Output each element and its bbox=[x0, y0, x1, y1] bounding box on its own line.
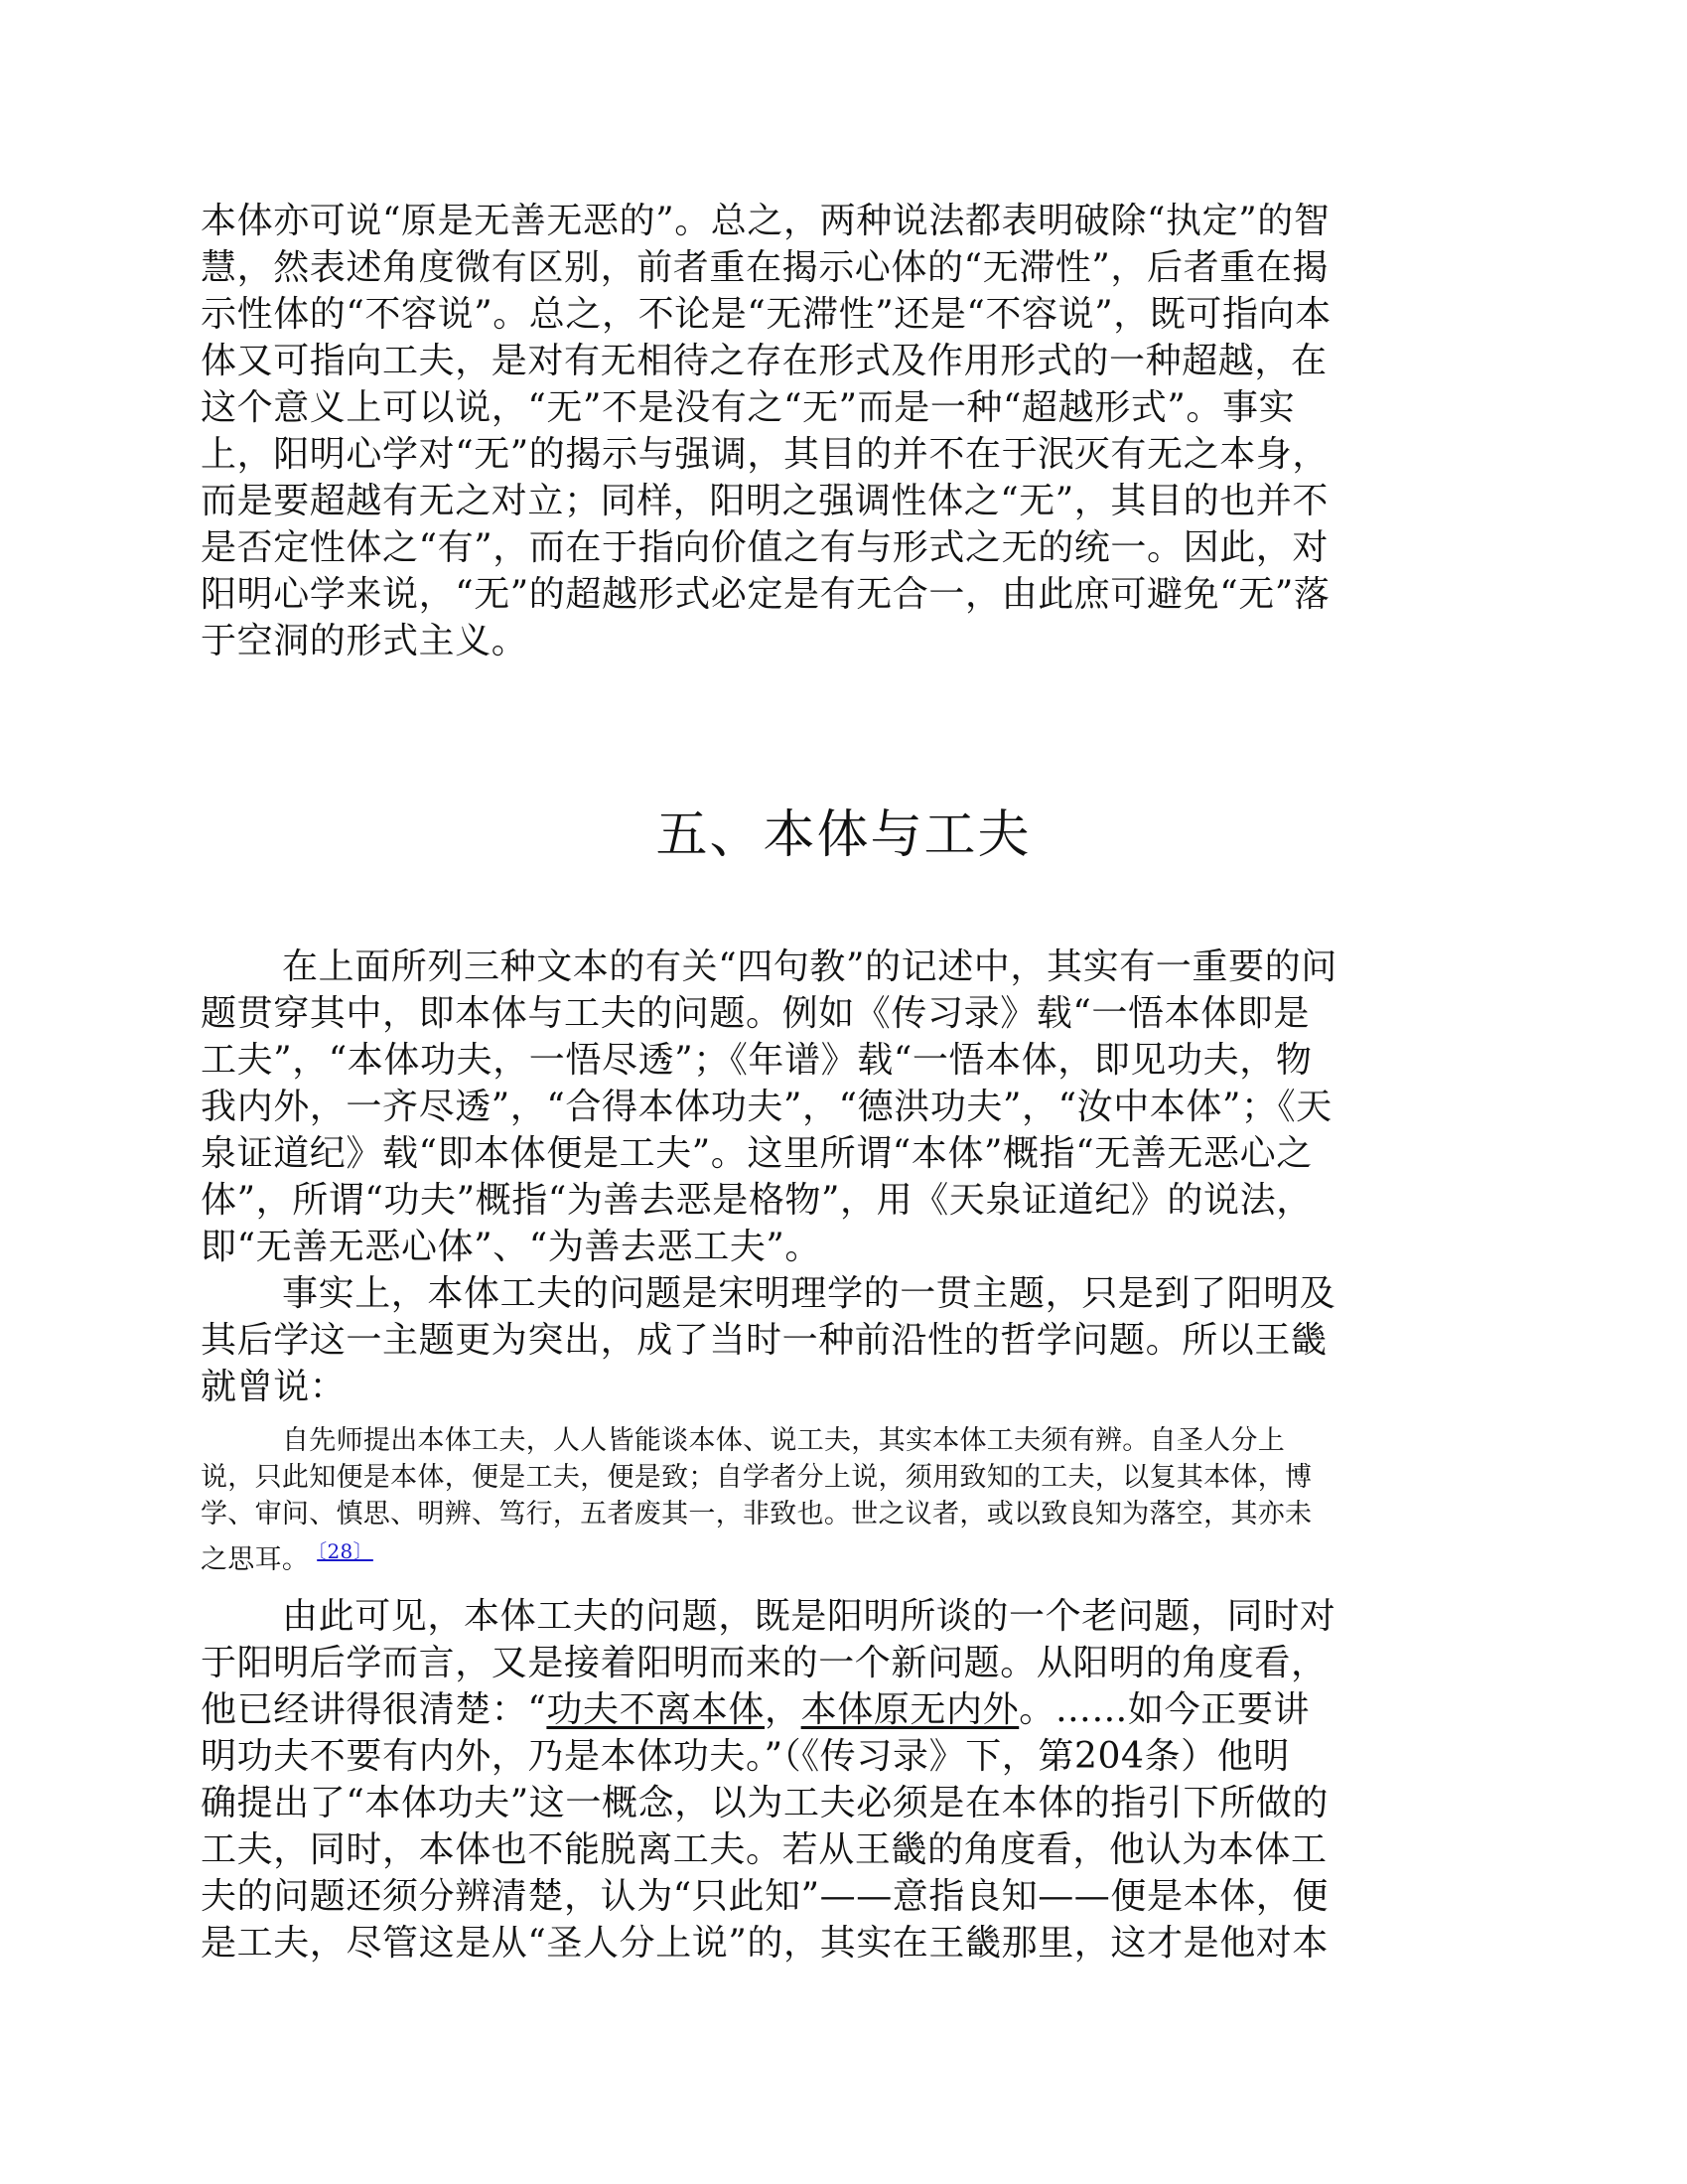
text-line: 于空洞的形式主义。 bbox=[201, 621, 528, 661]
text-line: 明功夫不要有内外，乃是本体功夫。”（《传习录》下，第204条）他明 bbox=[201, 1736, 1290, 1777]
text-line: 本体亦可说“原是无善无恶的”。总之，两种说法都表明破除“执定”的智 bbox=[201, 201, 1331, 241]
text-line: 就曾说： bbox=[201, 1367, 347, 1407]
text-line: 夫的问题还须分辨清楚，认为“只此知”——意指良知——便是本体，便 bbox=[201, 1876, 1330, 1917]
text-line: 于阳明后学而言，又是接着阳明而来的一个新问题。从阳明的角度看， bbox=[201, 1643, 1328, 1683]
text-line: 上，阳明心学对“无”的揭示与强调，其目的并不在于泯灭有无之本身， bbox=[201, 434, 1330, 475]
text-line bbox=[201, 1687, 1481, 1733]
text-line: 我内外，一齐尽透”，“合得本体功夫”，“德洪功夫”，“汝中本体”；《天 bbox=[201, 1087, 1333, 1127]
text-line: 题贯穿其中，即本体与工夫的问题。例如《传习录》载“一悟本体即是 bbox=[201, 993, 1311, 1034]
text-segment: 他已经讲得很清楚：“ bbox=[201, 1689, 547, 1730]
text-line: 工夫”，“本体功夫，一悟尽透”；《年谱》载“一悟本体，即见功夫，物 bbox=[201, 1040, 1313, 1081]
text-segment: ， bbox=[765, 1689, 801, 1730]
text-line: 这个意义上可以说，“无”不是没有之“无”而是一种“超越形式”。事实 bbox=[201, 387, 1296, 428]
quote-line-text: 之思耳。 bbox=[201, 1544, 310, 1571]
text-line: 工夫，同时，本体也不能脱离工夫。若从王畿的角度看，他认为本体工 bbox=[201, 1829, 1328, 1870]
text-line: 其后学这一主题更为突出，成了当时一种前沿性的哲学问题。所以王畿 bbox=[201, 1320, 1328, 1361]
underlined-quote: 功夫不离本体 bbox=[546, 1689, 766, 1730]
section-heading: 五、本体与工夫 bbox=[655, 805, 1032, 865]
text-line: 泉证道纪》载“即本体便是工夫”。这里所谓“本体”概指“无善无恶心之 bbox=[201, 1133, 1313, 1174]
text-line: 慧，然表述角度微有区别，前者重在揭示心体的“无滞性”，后者重在揭 bbox=[201, 247, 1330, 288]
text-line: 体”，所谓“功夫”概指“为善去恶是格物”，用《天泉证道纪》的说法， bbox=[201, 1180, 1313, 1221]
text-line: 阳明心学来说，“无”的超越形式必定是有无合一，由此庶可避免“无”落 bbox=[201, 574, 1331, 615]
text-line: 是工夫，尽管这是从“圣人分上说”的，其实在王畿那里，这才是他对本 bbox=[201, 1923, 1330, 1964]
underlined-quote: 本体原无内外 bbox=[800, 1689, 1020, 1730]
quote-line: 学、审问、慎思、明辨、笃行，五者废其一，非致也。世之议者，或以致良知为落空，其亦未 bbox=[201, 1499, 1313, 1529]
text-line: 由此可见，本体工夫的问题，既是阳明所谈的一个老问题，同时对 bbox=[282, 1596, 1336, 1637]
text-line: 是否定性体之“有”，而在于指向价值之有与形式之无的统一。因此，对 bbox=[201, 527, 1330, 568]
text-line: 即“无善无恶心体”、“为善去恶工夫”。 bbox=[201, 1227, 822, 1267]
quote-line: 自先师提出本体工夫，人人皆能谈本体、说工夫，其实本体工夫须有辨。自圣人分上 bbox=[282, 1425, 1286, 1456]
footnote-link-28[interactable]: 〔28〕 bbox=[317, 1539, 373, 1563]
quote-line: 说，只此知便是本体，便是工夫，便是致；自学者分上说，须用致知的工夫，以复其本体，博 bbox=[201, 1462, 1313, 1493]
quote-line bbox=[201, 1533, 1481, 1571]
text-line: 在上面所列三种文本的有关“四句教”的记述中，其实有一重要的问 bbox=[282, 946, 1337, 987]
text-line: 体又可指向工夫，是对有无相待之存在形式及作用形式的一种超越，在 bbox=[201, 341, 1328, 381]
text-line: 示性体的“不容说”。总之，不论是“无滞性”还是“不容说”，既可指向本 bbox=[201, 294, 1332, 335]
text-segment: 。……如今正要讲 bbox=[1019, 1689, 1311, 1730]
text-line: 而是要超越有无之对立；同样，阳明之强调性体之“无”，其目的也并不 bbox=[201, 481, 1330, 521]
text-line: 确提出了“本体功夫”这一概念，以为工夫必须是在本体的指引下所做的 bbox=[201, 1783, 1330, 1823]
text-line: 事实上，本体工夫的问题是宋明理学的一贯主题，只是到了阳明及 bbox=[282, 1273, 1336, 1314]
